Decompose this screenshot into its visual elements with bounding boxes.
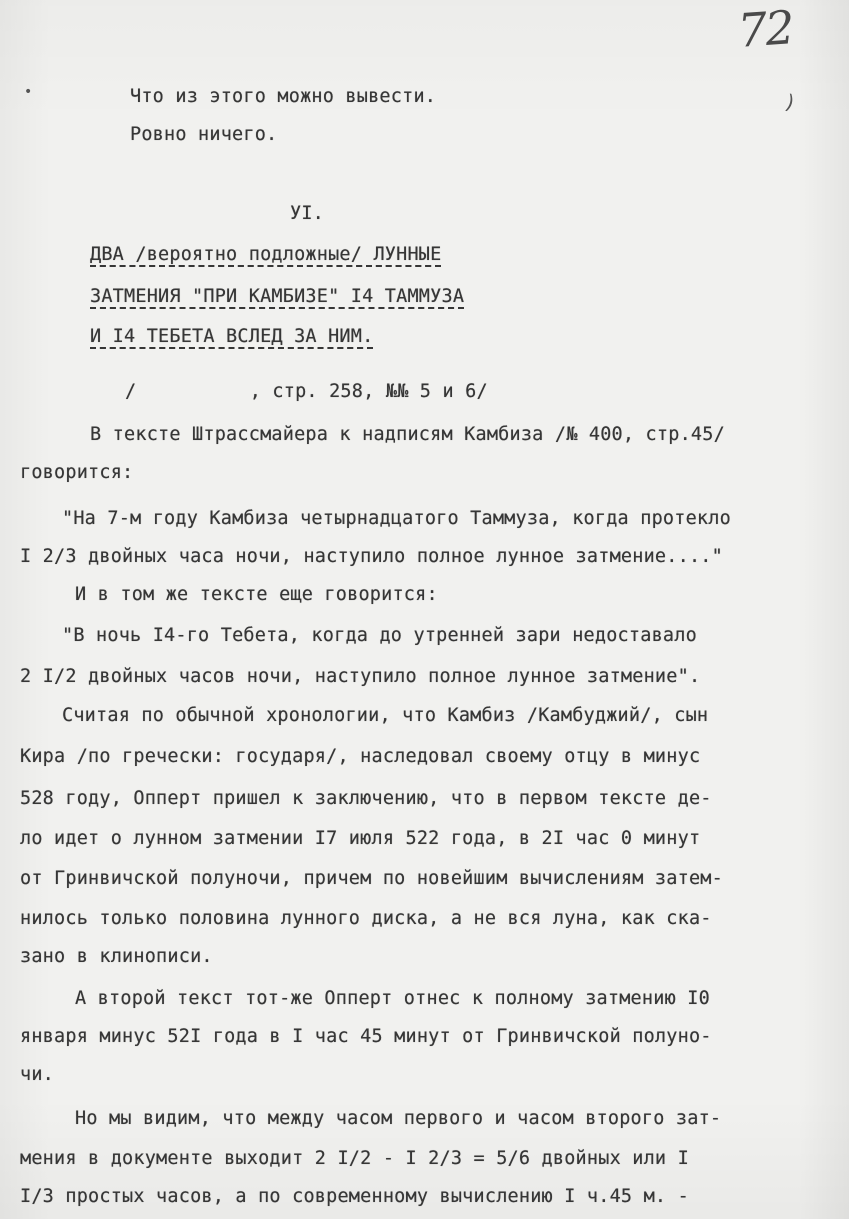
section-title-line: И I4 ТЕБЕТА ВСЛЕД ЗА НИМ. [90,326,374,347]
margin-tick: ) [783,89,797,115]
text-line: мения в документе выходит 2 I/2 - I 2/3 = 5/6 двойных или I [20,1148,689,1169]
text-line: нилось только половина лунного диска, а не вся луна, как ска- [20,908,712,929]
text-line: зано в клинописи. [20,946,213,967]
reference-line: / , стр. 258, №№ 5 и 6/ [125,381,488,402]
text-line: В тексте Штрассмайера к надписям Камбиза /№ 400, стр.45/ [90,424,725,445]
text-line: 2 I/2 двойных часов ночи, наступило полное лунное затмение". [20,666,701,687]
text-line: "В ночь I4-го Тебета, когда до утренней зари недоставало [62,625,697,646]
page-number: 72 [736,0,795,58]
text-line: Кира /по гречески: государя/, наследовал своему отцу в минус [20,746,701,767]
text-line: "На 7-м году Камбиза четырнадцатого Таммуза, когда протекло [62,508,731,529]
text-line: Считая по обычной хронологии, что Камбиз /Камбуджий/, сын [62,705,709,726]
text-line: Но мы видим, что между часом первого и часом второго зат- [75,1108,722,1129]
margin-dot: • [24,84,33,100]
text-line: I/3 простых часов, а по современному вычислению I ч.45 м. - [20,1186,689,1207]
text-line: А второй текст тот-же Опперт отнес к полному затмению I0 [75,988,710,1009]
text-line: от Гринвичской полуночи, причем по новейшим вычислениям затем- [20,868,723,889]
text-line: января минус 52I года в I час 45 минут от Гринвичской полуно- [20,1026,712,1047]
section-number: УI. [290,203,325,224]
text-line: И в том же тексте еще говорится: [75,584,438,605]
text-line: 528 году, Опперт пришел к заключению, что в первом тексте де- [20,788,712,809]
text-line: чи. [20,1064,55,1085]
text-line: ло идет о лунном затмении I7 июля 522 года, в 2I час 0 минут [20,828,701,849]
section-title-line: ДВА /вероятно подложные/ ЛУННЫЕ [90,244,442,265]
text-line: I 2/3 двойных часа ночи, наступило полное лунное затмение...." [20,546,723,567]
section-title-line: ЗАТМЕНИЯ "ПРИ КАМБИЗЕ" I4 ТАММУЗА [90,286,465,307]
text-line: Что из этого можно вывести. [130,86,437,107]
text-line: Ровно ничего. [130,124,278,145]
text-line: говорится: [20,462,134,483]
